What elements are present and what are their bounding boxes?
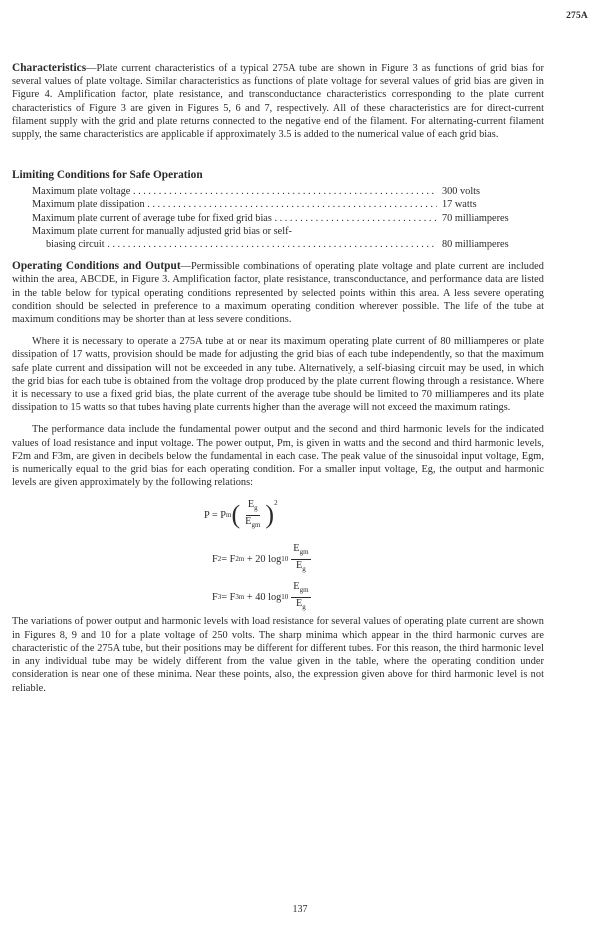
operating-text-1: Permissible combinations of operating plate voltage and plate current are included within the area, ABCDE, in Figure 3. Amplification factor, plate resistance, transconductance, and performance data are listed in the table below for typical operating conditions represented by selected points within this area. A less severe operating condition should be selected in preference to a maximum operating condition wherever possible. The life of the tube at maximum conditions may be shorter than at less severe conditions. [12, 261, 544, 326]
limit-label: Maximum plate dissipation . . . [12, 198, 437, 211]
formula-fraction [243, 499, 262, 530]
formula-power [204, 499, 278, 530]
limit-row [12, 238, 544, 251]
formula-subscript: 2m [235, 555, 245, 564]
limit-value: 300 volts [442, 186, 481, 198]
formula-operator: + 20 log [244, 553, 282, 565]
formula-subscript: 3m [235, 593, 245, 602]
formula-third-harmonic [212, 581, 314, 612]
characteristics-heading: Characteristics [12, 62, 87, 74]
right-paren: ) [265, 500, 275, 530]
limit-row [12, 212, 544, 225]
limit-label: Maximum plate current for manually adjusted grid bias or self- [32, 225, 292, 237]
formula-lhs: F [212, 591, 218, 603]
running-header: 275A [566, 11, 588, 21]
operating-paragraph-3: The performance data include the fundamental power output and the second and third harmonic levels for the indicated values of load resistance and input voltage. The power output, Pm, is given in watts and the second and third harmonic levels, F2m and F3m, are given in decibels below the fundamental in each case. The peak value of the sinusoidal input voltage, Egm, is numerically equal to the grid bias for each operating condition. For a smaller input voltage, Eg, the output and harmonic levels are given approximately by the following relations: [12, 424, 544, 489]
formula-second-harmonic [212, 543, 314, 574]
formula-subscript: gm [299, 586, 309, 595]
limit-label: Maximum plate current of average tube for fixed grid bias . . . [12, 212, 437, 225]
formula-subscript: 10 [281, 593, 289, 602]
formula-term: = F [221, 553, 236, 565]
characteristics-text: Plate current characteristics of a typical 275A tube are shown in Figure 3 as functions of grid bias for several values of plate voltage. Similar characteristics as functions of plate voltage for several values of grid bias are given in Figure 4. Amplification factor, plate resistance, and transconductance characteristics corresponding to the plate current characteristics of Figure 3 are given in Figures 5, 6 and 7, respectively. All of these characteristics are for direct-current filament supply with the grid and plate returns connected to the negative end of the filament. For alternating-current filament supply, the same characteristics are applicable if approximately 3.5 is added to the numerical value of each grid bias. [12, 63, 544, 141]
limit-label: Maximum plate voltage . . . [12, 185, 437, 198]
fraction-denominator: E [245, 515, 252, 527]
characteristics-paragraph [12, 62, 544, 141]
formula-subscript: g [302, 602, 306, 611]
limit-value: 70 milliamperes [442, 212, 509, 224]
formula-lhs: P = P [204, 509, 227, 521]
formula-subscript: gm [251, 520, 261, 529]
fraction-numerator: E [293, 581, 300, 593]
formula-subscript: g [302, 564, 306, 573]
characteristics-dash: — [86, 63, 97, 74]
fraction-numerator: E [247, 499, 255, 511]
formula-lhs: F [212, 553, 218, 565]
formula-subscript: gm [299, 548, 309, 557]
fraction-denominator: E [296, 597, 303, 609]
formula-operator: + 40 log [244, 591, 282, 603]
fraction-denominator: E [296, 559, 303, 571]
left-paren: ( [231, 500, 241, 530]
page-body [12, 62, 544, 695]
operating-paragraph-2: Where it is necessary to operate a 275A tube at or near its maximum operating plate current of 80 milliamperes or plate dissipation of 17 watts, provision should be made for adjusting the grid bias of each tube independently, so that the maximum safe plate current and dissipation will not be exceeded in any tube. Alternatively, a self-biasing circuit may be used, in which the grid bias for each tube is obtained from the voltage drop produced by the plate current flowing through a resistance. Where it is necessary to use a fixed grid bias, the plate current of the average tube should be limited to 70 milliamperes and its plate dissipation to 15 watts so that tubes having plate currents higher than the average will not exceed the maximum ratings. [12, 336, 544, 414]
limit-value: 17 watts [442, 199, 477, 211]
formula-term: = F [221, 591, 236, 603]
operating-paragraph-4: The variations of power output and harmonic levels with load resistance for several values of operating plate current are shown in Figures 8, 9 and 10 for a plate voltage of 250 volts. The sharp minima which appear in the third harmonic curves are characteristic of the 275A tube, but their positions may be different for different tubes. For this reason, the third harmonic level in any individual tube may be widely different from the value given in the table, where the operating condition under consideration is near one of these minima. Near these points, also, the expression given above for third harmonic level is not reliable. [12, 616, 544, 694]
formula-exponent: 2 [274, 499, 278, 508]
limiting-conditions-heading: Limiting Conditions for Safe Operation [12, 169, 203, 182]
operating-heading: Operating Conditions and Output [12, 260, 181, 273]
formula-subscript: 3 [217, 593, 222, 602]
limit-label: biasing circuit . . . [12, 238, 437, 251]
fraction-numerator: E [293, 543, 300, 555]
formula-fraction [291, 581, 310, 612]
formula-subscript: g [254, 504, 258, 513]
limiting-conditions-list [12, 185, 544, 251]
operating-dash: — [180, 261, 192, 273]
formula-subscript: m [226, 511, 232, 520]
formula-fraction [291, 543, 310, 574]
formula-subscript: 10 [281, 555, 289, 564]
limit-row [12, 198, 544, 211]
limit-row [12, 185, 544, 198]
limit-row [12, 225, 544, 238]
formula-subscript: 2 [217, 555, 222, 564]
formula-block [12, 495, 544, 611]
operating-paragraph-1 [12, 260, 544, 326]
page-number: 137 [292, 904, 308, 915]
limit-value: 80 milliamperes [442, 239, 509, 251]
